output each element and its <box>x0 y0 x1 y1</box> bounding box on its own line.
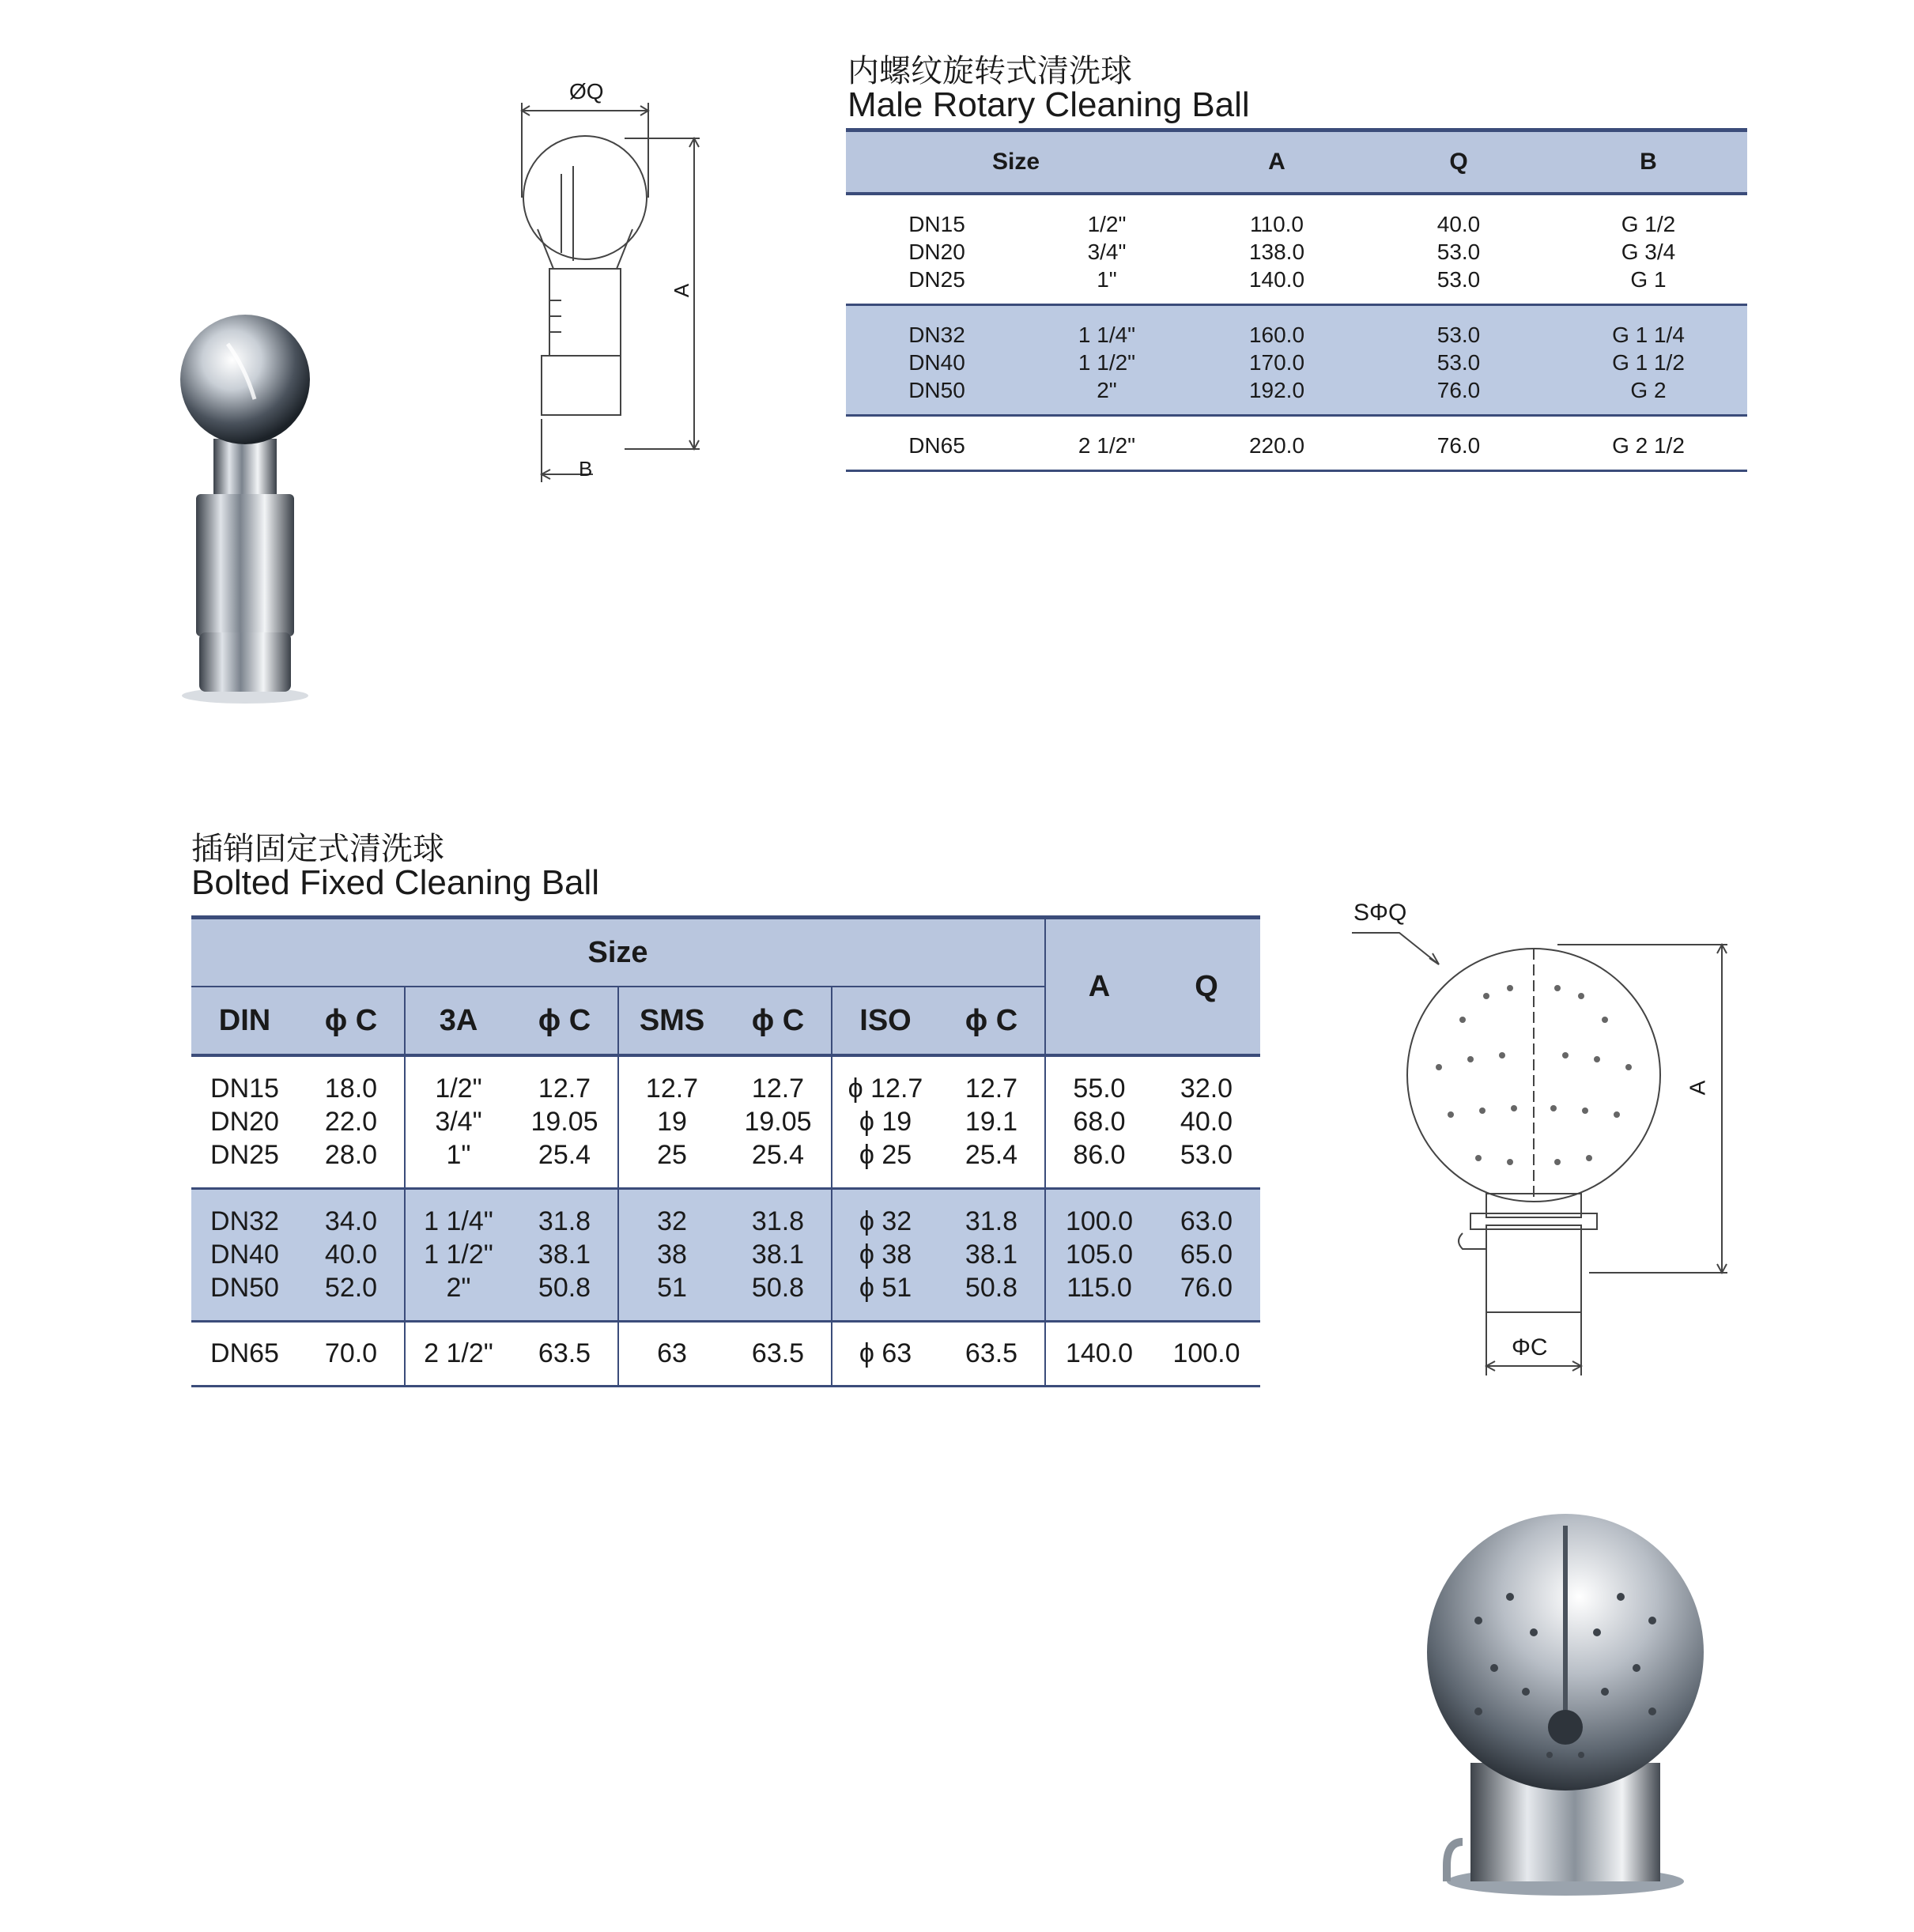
cell: DN65 <box>210 1338 279 1368</box>
male-rotary-ball-photo <box>166 312 316 708</box>
cell: 32 <box>657 1206 687 1236</box>
cell: 18.0 <box>324 1074 378 1104</box>
cell: DN20 <box>210 1107 279 1138</box>
cell: 40.0 <box>1180 1107 1233 1138</box>
cell: G 1 1/4 <box>1612 322 1685 347</box>
cell: 12.7 <box>645 1074 699 1104</box>
cell: 28.0 <box>324 1140 378 1171</box>
cell: 55.0 <box>1073 1074 1126 1104</box>
cell: 110.0 <box>1250 211 1304 236</box>
cell: 25.4 <box>538 1140 591 1171</box>
cell: 63.5 <box>965 1338 1018 1368</box>
cell: 22.0 <box>324 1107 378 1138</box>
cell: 12.7 <box>538 1074 591 1104</box>
bolted-header-3a-c: ϕ C <box>512 987 618 1055</box>
cell: DN32 <box>210 1206 279 1236</box>
cell: 12.7 <box>751 1074 805 1104</box>
cell: 25.4 <box>965 1140 1018 1171</box>
cell: 31.8 <box>965 1206 1018 1236</box>
cell: 38.1 <box>751 1240 805 1270</box>
male-header-size: Size <box>846 130 1186 194</box>
bolted-title-en: Bolted Fixed Cleaning Ball <box>191 863 600 902</box>
bolted-header-iso: ISO <box>832 987 938 1055</box>
cell: 50.8 <box>965 1273 1018 1303</box>
bolted-header-3a: 3A <box>405 987 512 1055</box>
cell: 40.0 <box>324 1240 378 1270</box>
dim-a-label: A <box>670 283 694 298</box>
cell: 19 <box>657 1107 687 1138</box>
bolted-header-a: A <box>1045 918 1153 1056</box>
cell: ϕ 51 <box>859 1273 912 1303</box>
bolted-header-sms-c: ϕ C <box>725 987 832 1055</box>
cell: DN50 <box>210 1273 279 1303</box>
cell: 160.0 <box>1248 322 1305 347</box>
cell: G 1 <box>1630 266 1667 292</box>
cell: ϕ 38 <box>859 1240 912 1270</box>
cell: 40.0 <box>1436 211 1481 236</box>
cell: 76.0 <box>1436 432 1481 458</box>
cell: G 2 1/2 <box>1612 432 1685 458</box>
cell: 32.0 <box>1180 1074 1233 1104</box>
cell: 34.0 <box>324 1206 378 1236</box>
cell: 38.1 <box>538 1240 591 1270</box>
cell: 51 <box>657 1273 687 1303</box>
cell: 52.0 <box>324 1273 378 1303</box>
cell: 63.0 <box>1180 1206 1233 1236</box>
cell: 76.0 <box>1436 377 1481 402</box>
cell: 68.0 <box>1073 1107 1126 1138</box>
cell: 192.0 <box>1248 377 1305 402</box>
cell: 38 <box>657 1240 687 1270</box>
bolted-header-din: DIN <box>191 987 298 1055</box>
cell: DN40 <box>908 349 965 375</box>
bolted-header-iso-c: ϕ C <box>938 987 1045 1055</box>
cell: 65.0 <box>1180 1240 1233 1270</box>
cell: 220.0 <box>1248 432 1305 458</box>
cell: 31.8 <box>751 1206 805 1236</box>
cell: 1 1/4" <box>424 1206 493 1236</box>
bolted-header-size: Size <box>191 918 1045 987</box>
cell: 53.0 <box>1436 239 1481 264</box>
cell: DN40 <box>210 1240 279 1270</box>
cell: DN65 <box>908 432 965 458</box>
cell: 53.0 <box>1436 349 1481 375</box>
cell: 63.5 <box>751 1338 805 1368</box>
cell: 1" <box>1097 266 1117 292</box>
cell: G 2 <box>1630 377 1667 402</box>
dim-sq-label: SΦQ <box>1353 900 1407 926</box>
cell: 1/2" <box>435 1074 482 1104</box>
cell: 50.8 <box>751 1273 805 1303</box>
cell: ϕ 63 <box>832 1321 938 1386</box>
cell: 1 1/2" <box>1078 349 1136 375</box>
cell: 1/2" <box>1087 211 1127 236</box>
cell: 1 1/2" <box>424 1240 493 1270</box>
cell: 2" <box>446 1273 471 1303</box>
cell: 2" <box>1097 377 1117 402</box>
cell: 19.05 <box>530 1107 598 1138</box>
bolted-header-q: Q <box>1153 918 1260 1056</box>
male-header-q: Q <box>1368 130 1550 194</box>
cell: 63 <box>618 1321 725 1386</box>
cell: 25.4 <box>751 1140 805 1171</box>
cell: 86.0 <box>1073 1140 1126 1171</box>
cell: G 1 1/2 <box>1612 349 1685 375</box>
cell: 1" <box>446 1140 471 1171</box>
male-header-a: A <box>1186 130 1368 194</box>
cell: 38.1 <box>965 1240 1018 1270</box>
dim-q-label: ØQ <box>569 79 604 104</box>
cell: DN15 <box>908 211 965 236</box>
dim-a-label-bolted: A <box>1685 1080 1710 1096</box>
bolted-header-sms: SMS <box>618 987 725 1055</box>
dim-c-label: ΦC <box>1512 1334 1548 1360</box>
cell: 53.0 <box>1436 266 1481 292</box>
cell: 100.0 <box>1065 1206 1134 1236</box>
bolted-ball-drawing <box>1344 901 1755 1391</box>
bolted-spec-table <box>191 915 1260 1387</box>
cell: 138.0 <box>1248 239 1305 264</box>
cell: 3/4" <box>1087 239 1127 264</box>
cell: 53.0 <box>1436 322 1481 347</box>
bolted-title-cn: 插销固定式清洗球 <box>191 832 444 866</box>
bolted-header-din-c: ϕ C <box>298 987 405 1055</box>
cell: 19.1 <box>965 1107 1018 1138</box>
male-spec-table <box>846 128 1747 472</box>
dim-b-label: B <box>579 457 593 481</box>
cell: 53.0 <box>1180 1140 1233 1171</box>
cell: ϕ 12.7 <box>848 1074 923 1104</box>
cell: DN20 <box>908 239 965 264</box>
cell: 50.8 <box>538 1273 591 1303</box>
cell: 140.0 <box>1045 1321 1153 1386</box>
cell: 105.0 <box>1065 1240 1134 1270</box>
cell: 1 1/4" <box>1078 322 1136 347</box>
cell: ϕ 25 <box>859 1140 912 1171</box>
cell: 100.0 <box>1172 1338 1240 1368</box>
male-title-cn: 内螺纹旋转式清洗球 <box>848 54 1132 89</box>
cell: 115.0 <box>1066 1273 1132 1303</box>
cell: DN25 <box>908 266 965 292</box>
bolted-ball-photo <box>1391 1494 1723 1905</box>
cell: 2 1/2" <box>1078 432 1136 458</box>
male-header-b: B <box>1550 130 1747 194</box>
cell: ϕ 32 <box>859 1206 912 1236</box>
cell: 63.5 <box>538 1338 591 1368</box>
cell: 19.05 <box>744 1107 812 1138</box>
cell: 2 1/2" <box>405 1321 512 1386</box>
cell: 170.0 <box>1248 349 1305 375</box>
cell: 25 <box>657 1140 687 1171</box>
cell: DN25 <box>210 1140 279 1171</box>
cell: 140.0 <box>1248 266 1305 292</box>
cell: G 3/4 <box>1621 239 1676 264</box>
cell: DN50 <box>908 377 965 402</box>
cell: 31.8 <box>538 1206 591 1236</box>
cell: DN32 <box>908 322 965 347</box>
cell: 76.0 <box>1180 1273 1233 1303</box>
cell: G 1/2 <box>1621 211 1676 236</box>
cell: 12.7 <box>965 1074 1018 1104</box>
male-title-en: Male Rotary Cleaning Ball <box>848 85 1250 124</box>
cell: 70.0 <box>324 1338 378 1368</box>
cell: DN15 <box>210 1074 279 1104</box>
cell: 3/4" <box>435 1107 482 1138</box>
cell: ϕ 19 <box>859 1107 912 1138</box>
